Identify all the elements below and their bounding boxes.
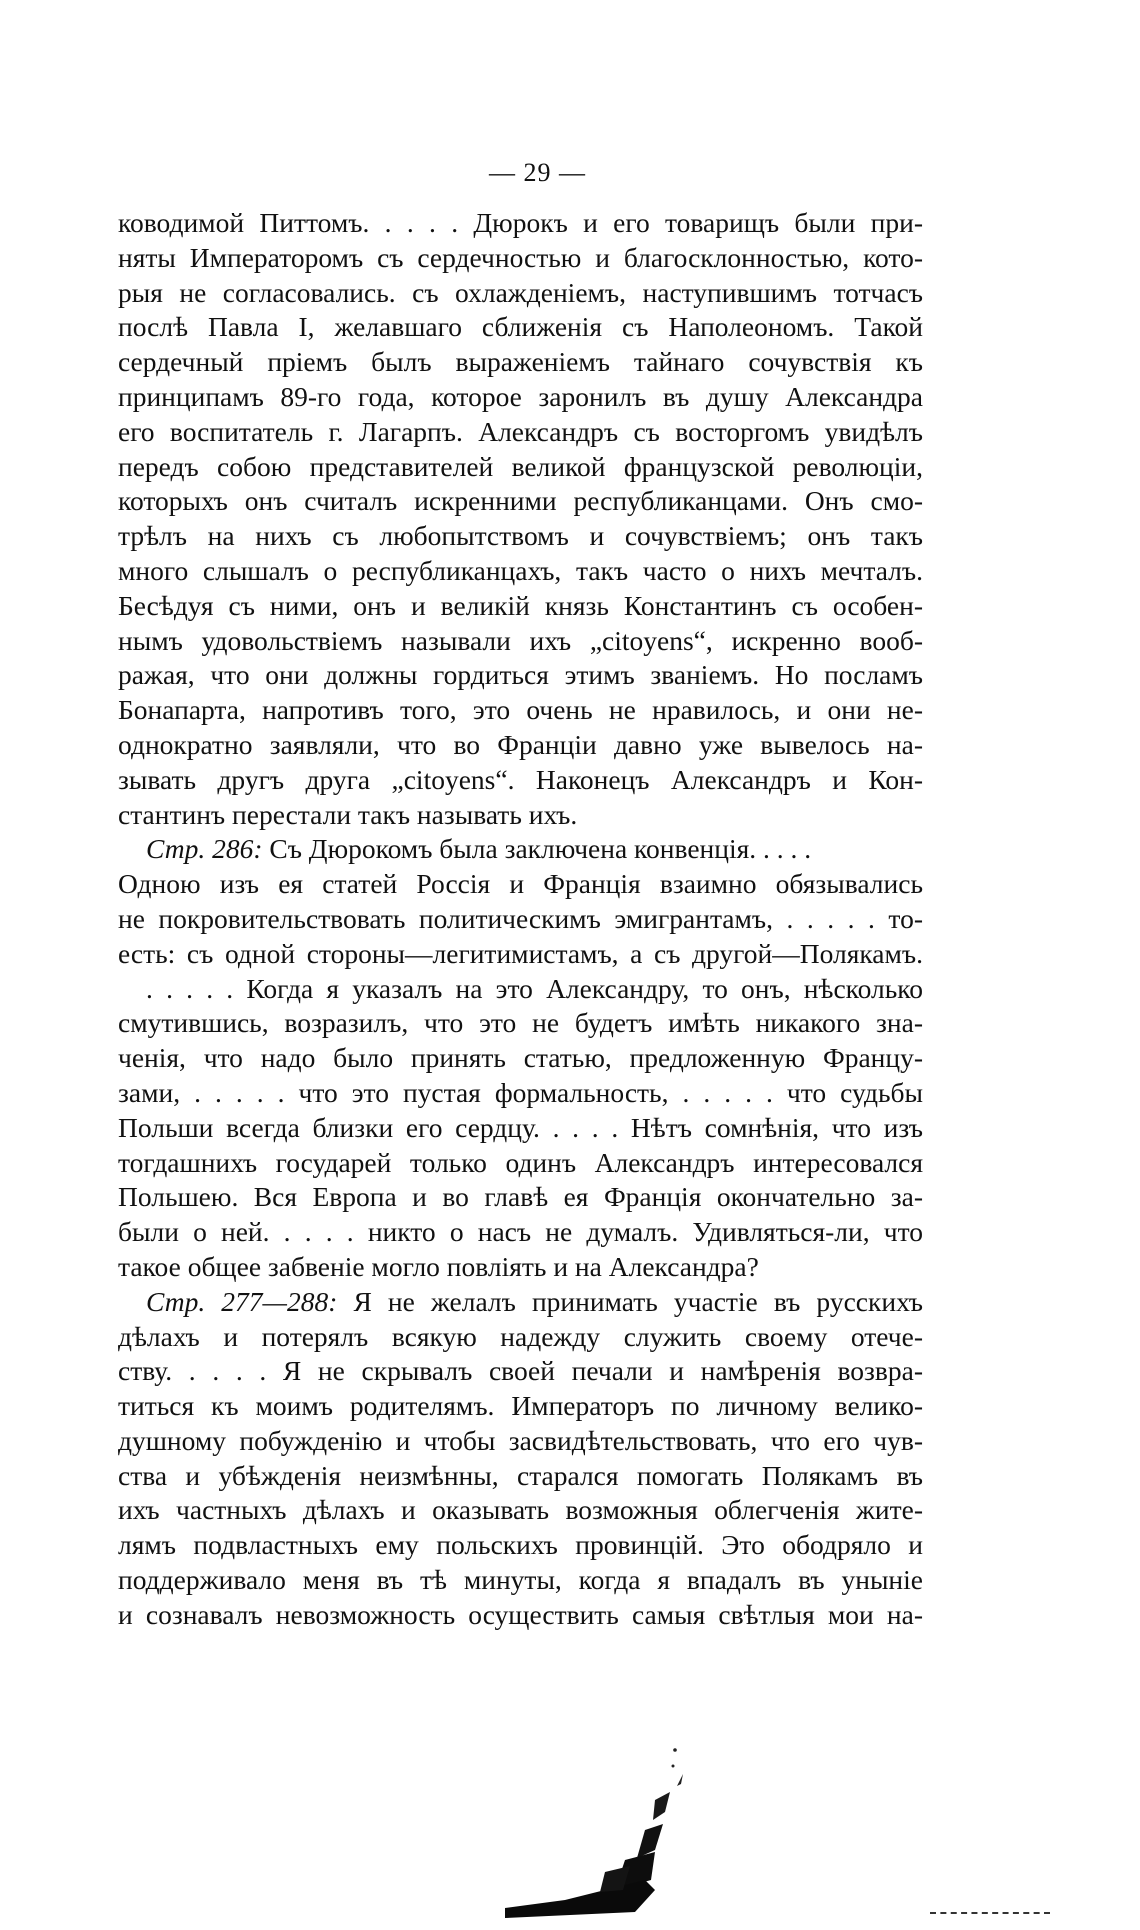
page-reference: Стр. 286: [146, 833, 263, 865]
text-line: дѣлахъ и потерялъ всякую надежду служить своему отече- [118, 1320, 923, 1352]
text-line: и сознавалъ невозможность осуществить самыя свѣтлыя мои на- [118, 1598, 923, 1630]
text-line: ихъ частныхъ дѣлахъ и оказывать возможныя облегченія жите- [118, 1494, 923, 1526]
text-line: Польши всегда близки его сердцу. . . . . Нѣтъ сомнѣнія, что изъ [118, 1111, 923, 1143]
text-line: тогдашнихъ государей только одинъ Александръ интересовался [118, 1146, 923, 1178]
body-text [118, 206, 923, 1633]
text-line: няты Императоромъ съ сердечностью и благосклонностью, кото- [118, 241, 923, 273]
text-line: рыя не согласовались. съ охлажденіемъ, наступившимъ тотчасъ [118, 276, 923, 308]
page-reference: Стр. 277—288: [146, 1285, 338, 1317]
text-line: зывать другъ друга „citoyens“. Наконецъ Александръ и Кон- [118, 763, 923, 795]
text-line: . . . . . Когда я указалъ на это Александру, то онъ, нѣсколько [146, 972, 923, 1004]
ink-smudge-mark [505, 1740, 715, 1920]
text-line: передъ собою представителей великой французской революціи, [118, 450, 923, 482]
text-line: Одною изъ ея статей Россія и Франція взаимно обязывались [118, 868, 923, 900]
text-line: принципамъ 89-го года, которое заронилъ въ душу Александра [118, 380, 923, 412]
text-line: Бесѣдуя съ ними, онъ и великій князь Константинъ съ особен- [118, 589, 923, 621]
text-line: такое общее забвеніе могло повліять и на Александра? [118, 1250, 759, 1282]
text-line: сердечный пріемъ былъ выраженіемъ тайнаго сочувствія къ [118, 346, 923, 378]
text-line: поддерживало меня въ тѣ минуты, когда я впадалъ въ уныніе [118, 1564, 923, 1596]
text-line: титься къ моимъ родителямъ. Императоръ по личному велико- [118, 1390, 923, 1422]
text-line: нымъ удовольствіемъ называли ихъ „citoyens“, искренно вооб- [118, 624, 923, 656]
text-line: ченія, что надо было принять статью, предложенную Францу- [118, 1042, 923, 1074]
text-line: стантинъ перестали такъ называть ихъ. [118, 798, 578, 830]
text-line: зами, . . . . . что это пустая формальность, . . . . . что судьбы [118, 1076, 923, 1108]
text-line: Польшею. Вся Европа и во главѣ ея Франція окончательно за- [118, 1181, 923, 1213]
text-line: ражая, что они должны гордиться этимъ званіемъ. Но посламъ [118, 659, 923, 691]
text-line: ководимой Питтомъ. . . . . Дюрокъ и его товарищъ были при- [118, 207, 923, 238]
text-line: Бонапарта, напротивъ того, это очень не нравилось, и они не- [118, 694, 923, 726]
text-line: лямъ подвластныхъ ему польскихъ провинцій. Это ободряло и [118, 1529, 923, 1561]
text-line: ства и убѣжденія неизмѣнны, старался помогать Полякамъ въ [118, 1459, 923, 1491]
text-line: трѣлъ на нихъ съ любопытствомъ и сочувствіемъ; онъ такъ [118, 520, 923, 552]
text-line: есть: съ одной стороны—легитимистамъ, а съ другой—Полякамъ. [118, 937, 923, 969]
text-line: смутившись, возразилъ, что это не будетъ имѣть никакого зна- [118, 1007, 923, 1039]
text-line: однократно заявляли, что во Франціи давно уже вывелось на- [118, 728, 923, 760]
text-fragment: Съ Дюрокомъ была заключена конвенція. . . . . [262, 833, 812, 865]
text-line: послѣ Павла I, желавшаго сближенія съ Наполеономъ. Такой [118, 311, 923, 343]
text-line: которыхъ онъ считалъ искренними республиканцами. Онъ смо- [118, 485, 923, 517]
text-line: ству. . . . . Я не скрывалъ своей печали и намѣренія возвра- [118, 1355, 923, 1387]
text-fragment: Я не желалъ принимать участіе въ русскихъ [337, 1285, 923, 1317]
page-number: — 29 — [489, 158, 586, 187]
text-line: не покровительствовать политическимъ эмигрантамъ, . . . . . то- [118, 902, 923, 934]
paragraph-start-line [118, 1285, 923, 1320]
text-line: душному побужденію и чтобы засвидѣтельствовать, что его чув- [118, 1424, 923, 1456]
text-line: были о ней. . . . . никто о насъ не думалъ. Удивляться-ли, что [118, 1216, 923, 1248]
text-line: много слышалъ о республиканцахъ, такъ часто о нихъ мечталъ. [118, 554, 923, 586]
dashed-rule-mark [930, 1912, 1050, 1917]
paragraph-start-line [118, 832, 923, 867]
text-line: его воспитатель г. Лагарпъ. Александръ съ восторгомъ увидѣлъ [118, 415, 923, 447]
